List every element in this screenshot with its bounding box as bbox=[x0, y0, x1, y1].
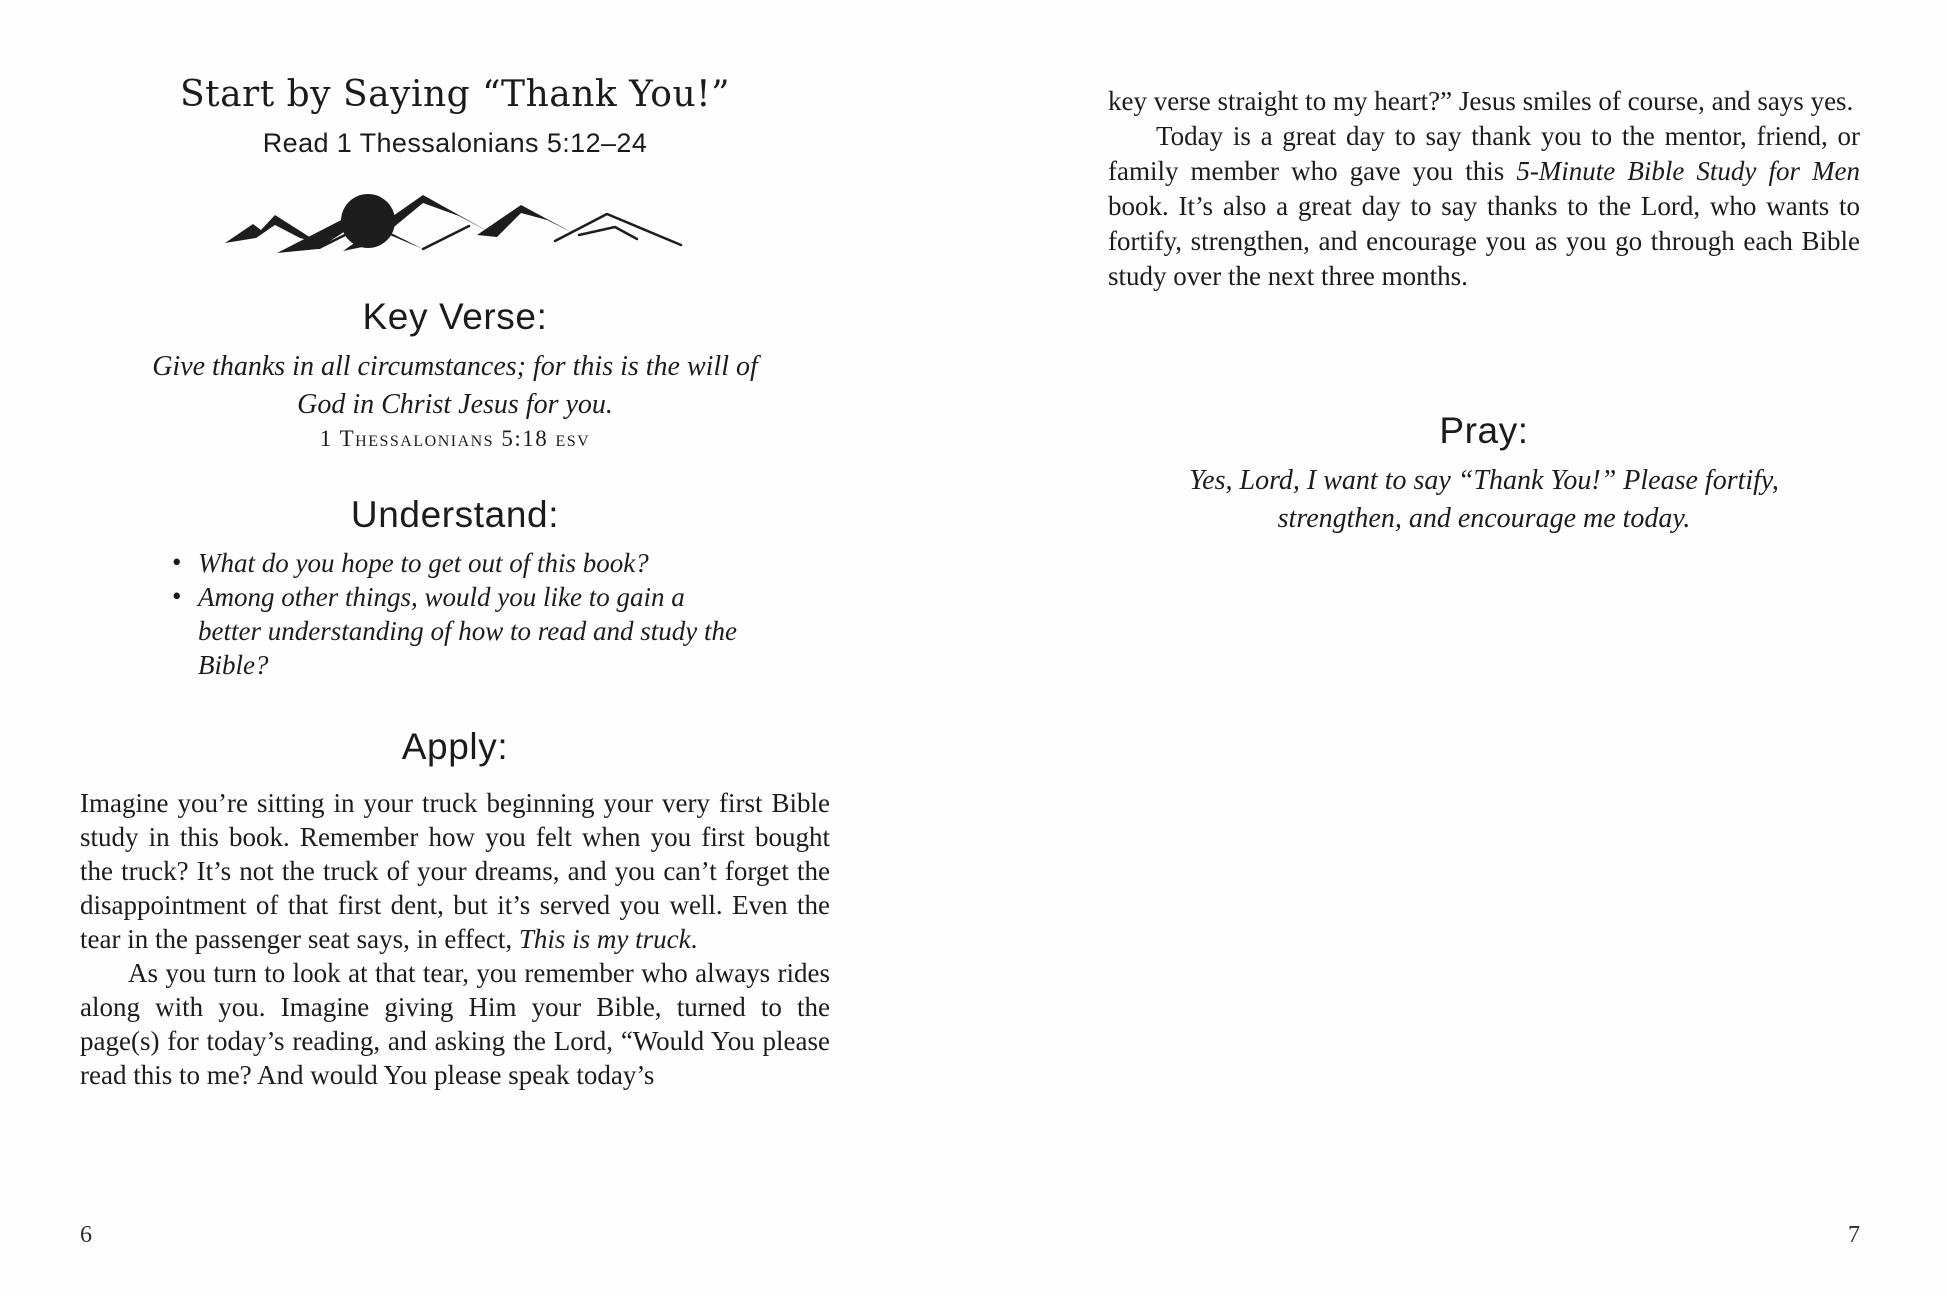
page-number-right: 7 bbox=[1848, 1222, 1860, 1248]
question-item: • What do you hope to get out of this book? bbox=[172, 546, 738, 580]
body-paragraph: key verse straight to my heart?” Jesus smiles of course, and says yes. bbox=[1108, 86, 1854, 116]
continuation-text bbox=[1108, 84, 1860, 294]
understand-heading: Understand: bbox=[350, 494, 560, 535]
mountains-sun-illustration bbox=[80, 188, 830, 258]
apply-heading: Apply: bbox=[401, 726, 509, 767]
question-item: • Among other things, would you like to gain a better understanding of how to read and study the Bible? bbox=[172, 580, 738, 682]
pray-heading: Pray: bbox=[1439, 410, 1529, 451]
apply-paragraph: Imagine you’re sitting in your truck beginning your very first Bible study in this book. Remember how you felt when you first bought the truck? It’s not the truck of your dreams, and you can’t forget the disappointment of that first dent, but it’s served you well. Even the tear in the passenger seat says, in effect, This is my truck. bbox=[80, 788, 830, 954]
understand-questions bbox=[172, 546, 738, 682]
apply-paragraph: As you turn to look at that tear, you remember who always rides along with you. Imagine giving Him your Bible, turned to the page(s) for today’s reading, and asking the Lord, “Would You please read this to me? And would You please speak today’s bbox=[80, 958, 830, 1090]
prayer-text: Yes, Lord, I want to say “Thank You!” Please fortify, strengthen, and encourage me today. bbox=[1189, 465, 1779, 534]
right-page bbox=[973, 0, 1946, 1297]
key-verse-text: Give thanks in all circumstances; for this is the will of God in Christ Jesus for you. bbox=[152, 351, 758, 420]
verse-citation: 1 Thessalonians 5:18 esv bbox=[319, 426, 591, 451]
page-number-left: 6 bbox=[80, 1222, 92, 1248]
mountains-sun-icon bbox=[225, 188, 685, 258]
reading-reference: Read 1 Thessalonians 5:12–24 bbox=[262, 128, 648, 158]
body-paragraph: Today is a great day to say thank you to the mentor, friend, or family member who gave you this 5-Minute Bible Study for Men book. It’s also a great day to say thanks to the Lord, who wants to fortify, strengthen, and encourage you as you go through each Bible study over the next three months. bbox=[1108, 121, 1860, 291]
key-verse-heading: Key Verse: bbox=[362, 296, 548, 337]
apply-text bbox=[80, 786, 830, 1092]
study-title: Start by Saying “Thank You!” bbox=[179, 74, 731, 115]
